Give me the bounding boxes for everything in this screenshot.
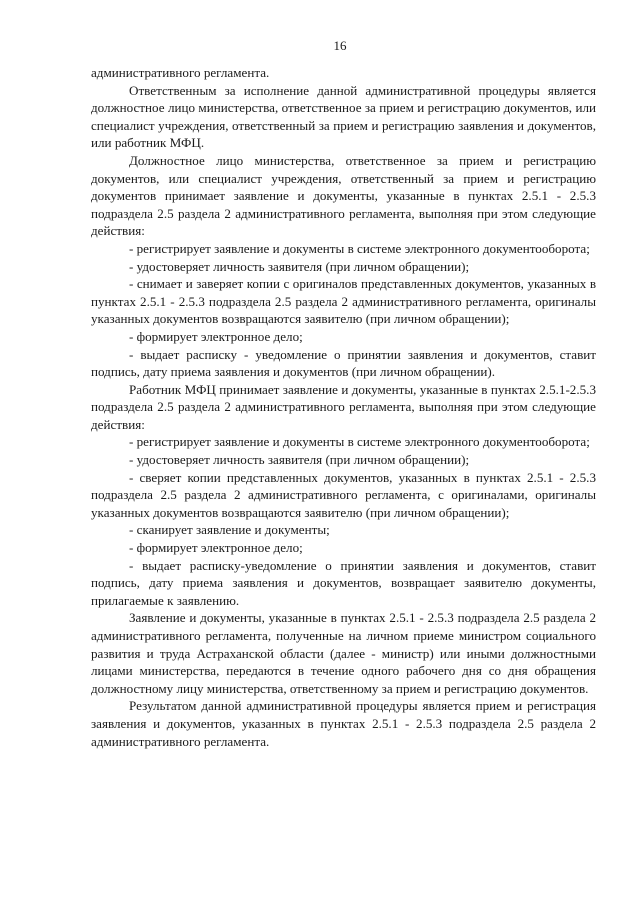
paragraph: Должностное лицо министерства, ответственное за прием и регистрацию документов, или специалист учреждения, ответственный за прием и регистрацию документов принимает заявление и документы, указанные в пунктах 2.5.1 - 2.5.3 подраздела 2.5 раздела 2 административного регламента, выполняя при этом следующие действия: — [91, 152, 596, 239]
list-item: - сканирует заявление и документы; — [129, 522, 330, 538]
paragraph: Заявление и документы, указанные в пунктах 2.5.1 - 2.5.3 подраздела 2.5 раздела 2 административного регламента, полученные на личном приеме министром социального развития и труда Астраханской области (далее - министр) или иными должностными лицами министерства, передаются в течение одного рабочего дня со дня обращения должностному лицу министерства, ответственному за прием и регистрацию документов. — [91, 610, 596, 696]
document-body — [91, 64, 596, 750]
paragraph: административного регламента. — [91, 65, 270, 80]
paragraph: Результатом данной административной процедуры является прием и регистрация заявления и документов, указанных в пунктах 2.5.1 - 2.5.3 подраздела 2.5 раздела 2 административного регламента. — [91, 698, 596, 749]
list-item: - снимает и заверяет копии с оригиналов представленных документов, указанных в пунктах 2.5.1 - 2.5.3 подраздела 2.5 раздела 2 административного регламента, оригиналы указанных документов возвращаются заявителю (при личном обращении); — [91, 276, 596, 327]
list-item: - удостоверяет личность заявителя (при личном обращении); — [129, 452, 470, 468]
list-item: - выдает расписку - уведомление о принятии заявления и документов, ставит подпись, дату приема заявления и документов (при личном обращении). — [91, 346, 596, 380]
list-item: - формирует электронное дело; — [129, 540, 303, 556]
list-item: - формирует электронное дело; — [129, 328, 303, 344]
page-number: 16 — [333, 38, 347, 53]
paragraph: Работник МФЦ принимает заявление и документы, указанные в пунктах 2.5.1-2.5.3 подраздела 2.5 раздела 2 административного регламента, выполняя при этом следующие действия: — [91, 381, 596, 432]
list-item: - удостоверяет личность заявителя (при личном обращении); — [129, 258, 470, 274]
list-item: - сверяет копии представленных документов, указанных в пунктах 2.5.1 - 2.5.3 подраздела 2.5 раздела 2 административного регламента, с оригиналами, оригиналы указанных документов возвращаются заявителю (при личном обращении); — [91, 469, 596, 520]
paragraph: Ответственным за исполнение данной административной процедуры является должностное лицо министерства, ответственное за прием и регистрацию документов, или специалист учреждения, ответственный за прием и регистрацию заявления и документов, или работник МФЦ. — [91, 82, 596, 151]
list-item: - выдает расписку-уведомление о принятии заявления и документов, ставит подпись, дату приема заявления и документов, возвращает заявителю документы, прилагаемые к заявлению. — [91, 557, 596, 608]
list-item: - регистрирует заявление и документы в системе электронного документооборота; — [129, 434, 590, 450]
list-item: - регистрирует заявление и документы в системе электронного документооборота; — [129, 240, 590, 256]
